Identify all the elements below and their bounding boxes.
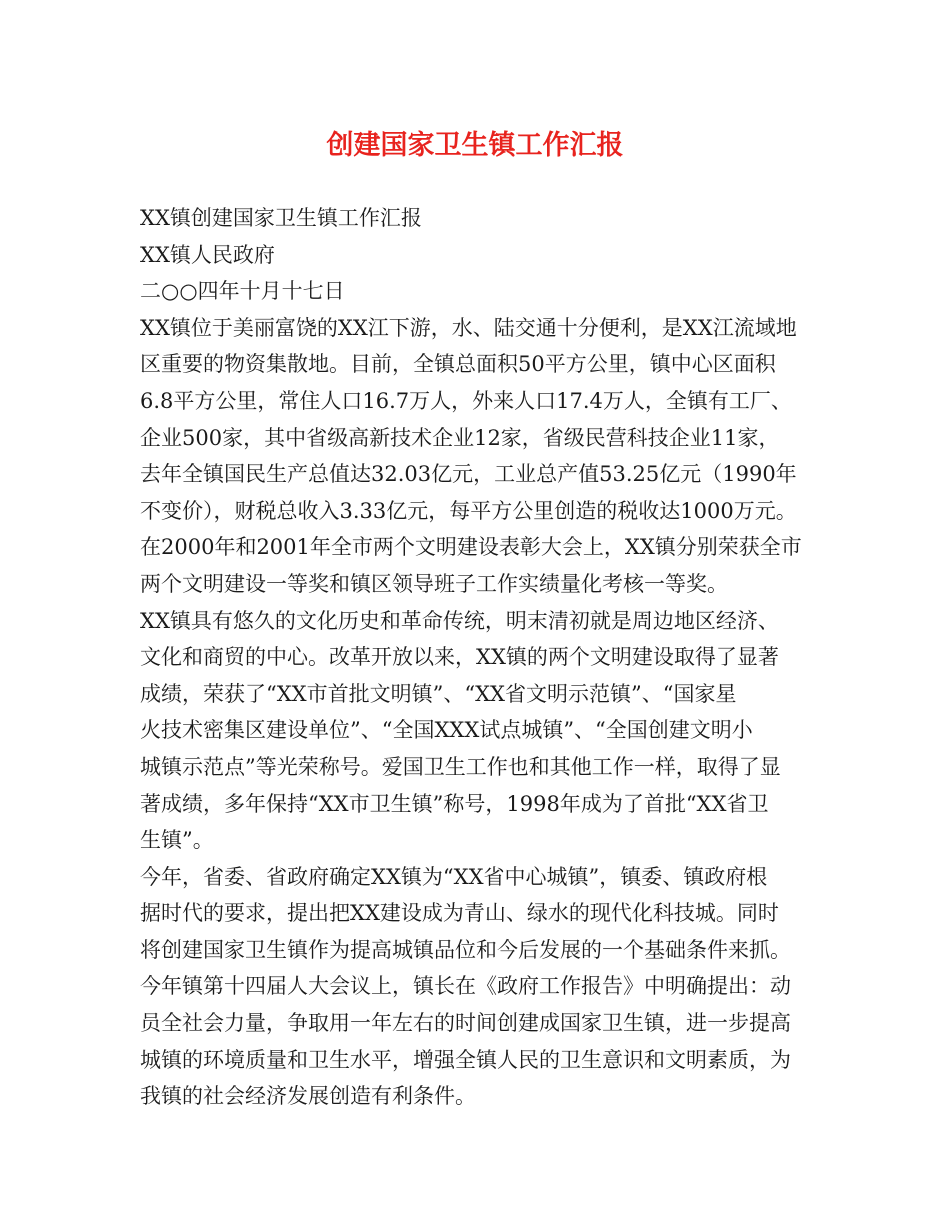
body-line: XX镇位于美丽富饶的XX江下游，水、陆交通十分便利，是XX江流域地 <box>140 315 797 340</box>
body-line: 据时代的要求，提出把XX建设成为青山、绿水的现代化科技城。同时 <box>140 901 779 926</box>
body-line: XX镇创建国家卫生镇工作汇报 <box>140 206 422 230</box>
body-line: 今年镇第十四届人大会议上，镇长在《政府工作报告》中明确提出：动 <box>140 974 791 999</box>
body-line: 我镇的社会经济发展创造有利条件。 <box>140 1084 476 1109</box>
body-line: 著成绩，多年保持“XX市卫生镇”称号，1998年成为了首批“XX省卫 <box>140 791 769 816</box>
body-line: 两个文明建设一等奖和镇区领导班子工作实绩量化考核一等奖。 <box>140 571 728 596</box>
body-line: XX镇具有悠久的文化历史和革命传统，明末清初就是周边地区经济、 <box>140 608 779 633</box>
body-line: 生镇”。 <box>140 828 214 853</box>
body-line: 成绩，荣获了“XX市首批文明镇”、“XX省文明示范镇”、“国家星 <box>140 681 737 706</box>
body-line: 文化和商贸的中心。改革开放以来，XX镇的两个文明建设取得了显著 <box>140 645 779 670</box>
body-line: 火技术密集区建设单位”、“全国XXX试点城镇”、“全国创建文明小 <box>140 718 753 743</box>
body-line: 区重要的物资集散地。目前，全镇总面积50平方公里，镇中心区面积 <box>140 352 776 377</box>
body-line: 企业500家，其中省级高新技术企业12家，省级民营科技企业11家， <box>140 425 780 450</box>
body-line: 6.8平方公里，常住人口16.7万人，外来人口17.4万人，全镇有工厂、 <box>140 388 792 413</box>
body-line: 在2000年和2001年全市两个文明建设表彰大会上，XX镇分别荣获全市 <box>140 535 802 560</box>
body-line: 员全社会力量，争取用一年左右的时间创建成国家卫生镇，进一步提高 <box>140 1011 791 1036</box>
document-body <box>140 200 840 1115</box>
body-line: 不变价），财税总收入3.33亿元，每平方公里创造的税收达1000万元。 <box>140 498 797 523</box>
body-line: XX镇人民政府 <box>140 242 275 267</box>
body-line: 城镇的环境质量和卫生水平，增强全镇人民的卫生意识和文明素质，为 <box>140 1047 791 1072</box>
body-line: 将创建国家卫生镇作为提高城镇品位和今后发展的一个基础条件来抓。 <box>140 937 791 962</box>
body-line: 二○○四年十月十七日 <box>140 279 345 304</box>
body-line: 去年全镇国民生产总值达32.03亿元，工业总产值53.25亿元（1990年 <box>140 462 797 487</box>
body-line: 今年，省委、省政府确定XX镇为“XX省中心城镇”，镇委、镇政府根 <box>140 864 768 889</box>
body-line: 城镇示范点”等光荣称号。爱国卫生工作也和其他工作一样，取得了显 <box>140 754 781 779</box>
document-title: 创建国家卫生镇工作汇报 <box>326 130 624 161</box>
